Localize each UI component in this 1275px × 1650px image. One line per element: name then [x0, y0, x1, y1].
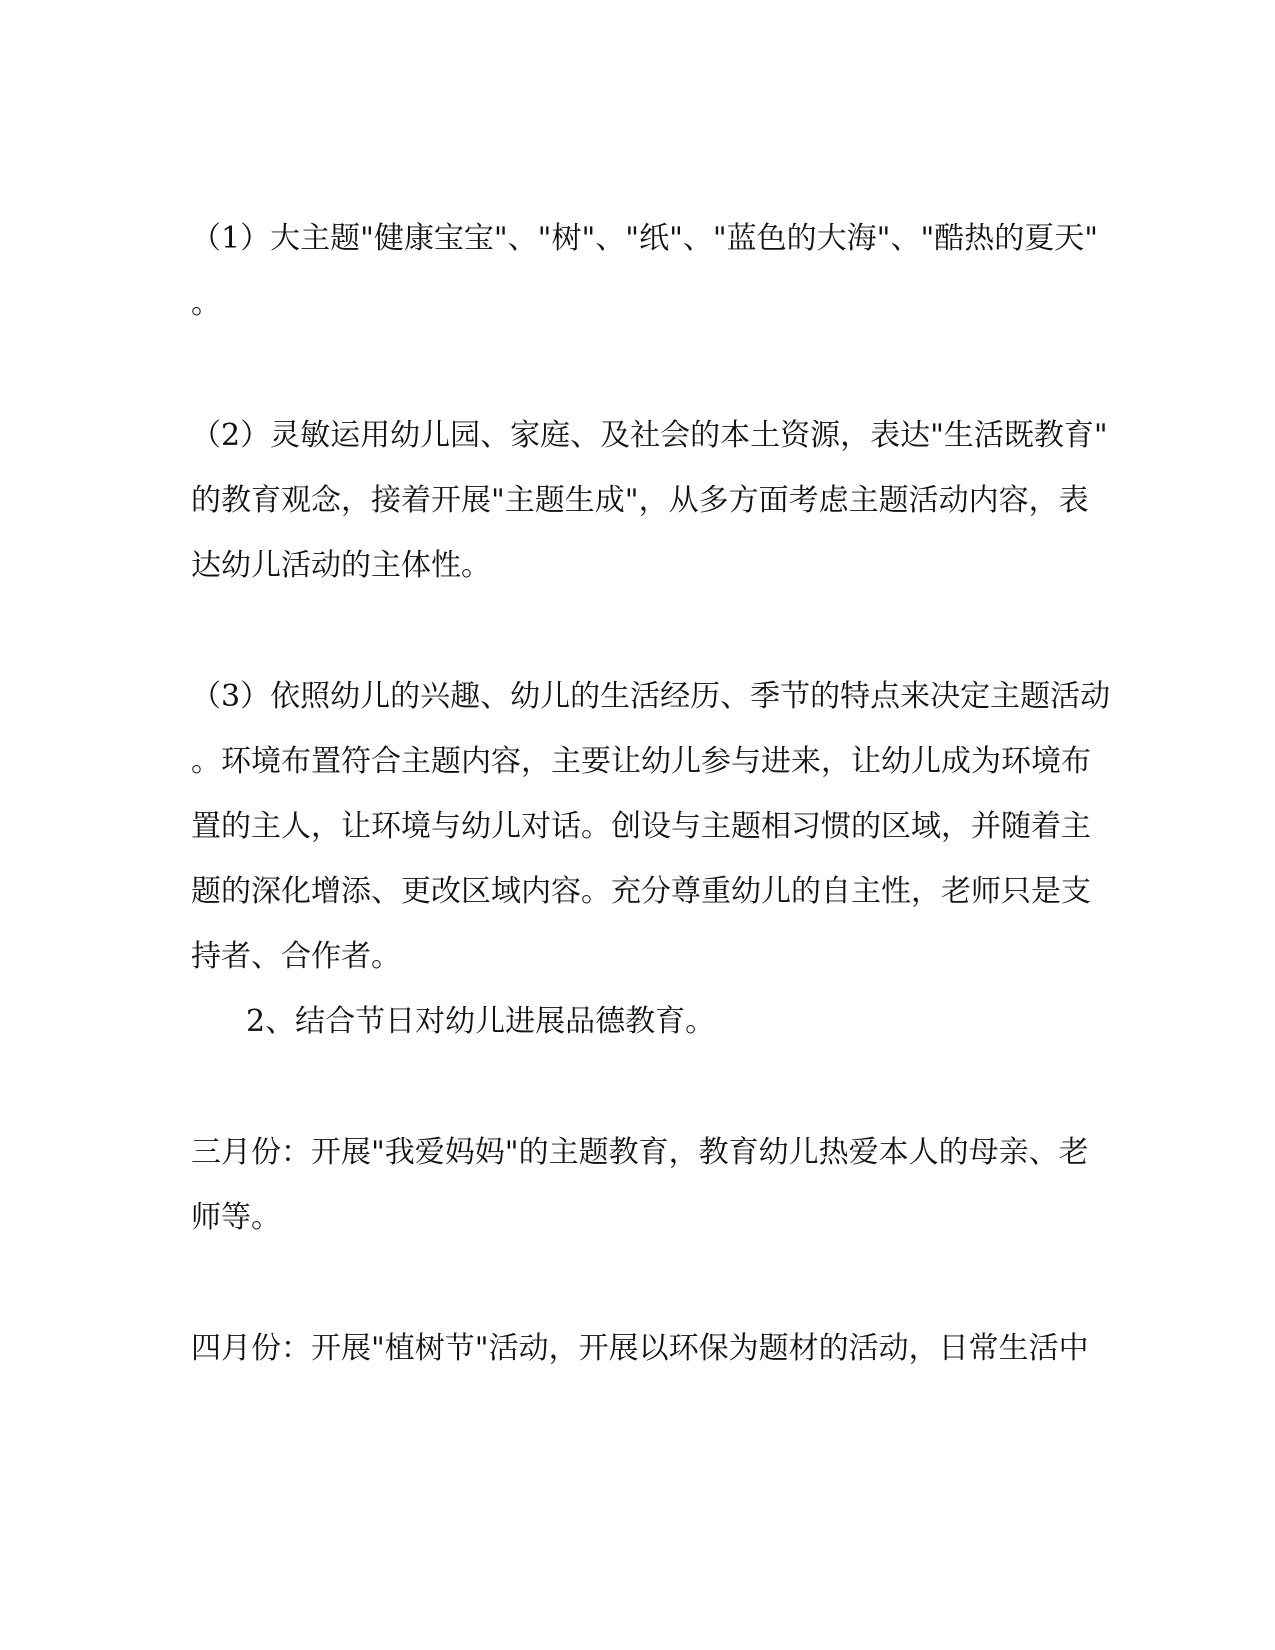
- text-line: 三月份：开展"我爱妈妈"的主题教育，教育幼儿热爱本人的母亲、老: [191, 1135, 1089, 1170]
- text-line: （1）大主题"健康宝宝"、"树"、"纸"、"蓝色的大海"、"酷热的夏天": [191, 221, 1099, 256]
- text-line: 。: [191, 286, 221, 321]
- text-line: 达幼儿活动的主体性。: [191, 548, 491, 583]
- text-line: 题的深化增添、更改区域内容。充分尊重幼儿的自主性，老师只是支: [191, 874, 1091, 909]
- section-heading: 2、结合节日对幼儿进展品德教育。: [246, 1004, 716, 1039]
- text-line: 。环境布置符合主题内容，主要让幼儿参与进来，让幼儿成为环境布: [191, 744, 1091, 779]
- text-line: （3）依照幼儿的兴趣、幼儿的生活经历、季节的特点来决定主题活动: [191, 679, 1111, 714]
- text-line: 的教育观念，接着开展"主题生成"，从多方面考虑主题活动内容，表: [191, 483, 1089, 518]
- text-line: （2）灵敏运用幼儿园、家庭、及社会的本土资源，表达"生活既教育": [191, 418, 1108, 453]
- text-line: 四月份：开展"植树节"活动，开展以环保为题材的活动，日常生活中: [191, 1331, 1089, 1366]
- text-line: 持者、合作者。: [191, 939, 401, 974]
- text-line: 师等。: [191, 1200, 281, 1235]
- text-line: 置的主人，让环境与幼儿对话。创设与主题相习惯的区域，并随着主: [191, 809, 1091, 844]
